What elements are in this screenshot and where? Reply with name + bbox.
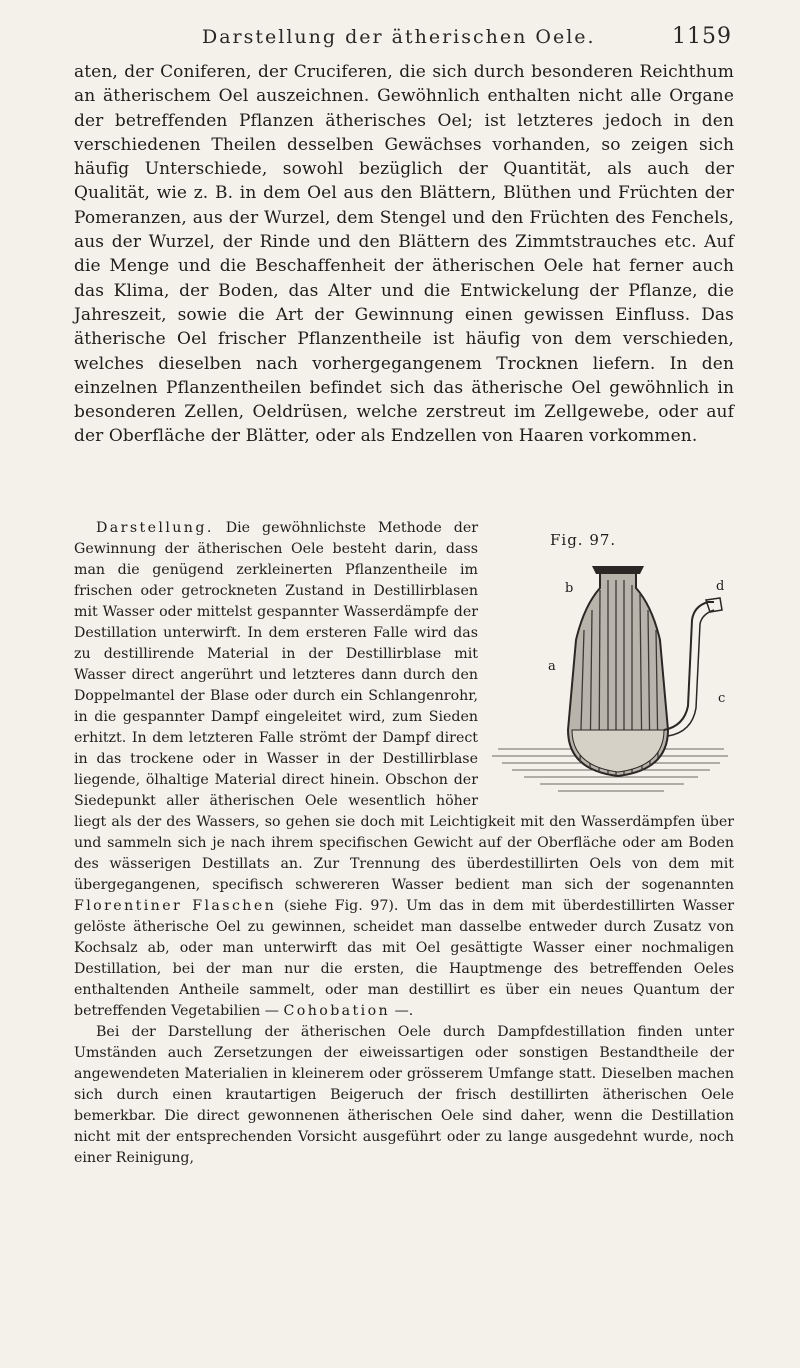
label-c: c [718,691,726,706]
body-paragraph-1: aten, der Coniferen, der Cruciferen, die sich durch besonderen Reichthum an ätherischem Oel auszeichnen. Gewöhnlich enthalten nicht alle Organe der betreffenden Pflanzen ätherisches Oel; ist letzteres jedoch in den verschiedenen Theilen desselben Gewächses vorhanden, so zeigen sich häufig Unterschiede, sowohl bezüglich der Quantität, als auch der Qualität, wie z. B. in dem Oel aus den Blättern, Blüthen und Früchten der Pomeranzen, aus der Wurzel, dem Stengel und den Früchten des Fenchels, aus der Wurzel, der Rinde und den Blättern des Zimmtstrauches etc. Auf die Menge und die Beschaffenheit der ätherischen Oele hat ferner auch das Klima, der Boden, das Alter und die Entwickelung der Pflanze, die Jahreszeit, sowie die Art der Gewinnung einen gewissen Einfluss. Das ätherische Oel frischer Pflanzentheile ist häufig von dem verschieden, welches dieselben nach vorhergegangenem Trocknen liefern. In den einzelnen Pflanzentheilen befindet sich das ätherische Oel gewöhnlich in besonderen Zellen, Oeldrüsen, welche zerstreut im Zellgewebe, oder auf der Oberfläche der Blätter, oder als Endzellen von Haaren vorkommen. [74,62,734,447]
section-text-b: (siehe Fig. 97). Um das in dem mit überdestillirten Wasser gelöste ätherische Oel zu gewinnen, scheidet man dasselbe entweder durch Zusatz von Kochsalz ab, oder man unterwirft das mit Oel gesättigte Wasser einer nochmaligen Destillation, bei der man nur die ersten, die Hauptmenge des betreffenden Oeles enthaltenden Antheile sammelt, oder man destillirt es über ein neues Quantum der betreffenden Vegetabilien — [74,898,734,1019]
section-text-c: —. [394,1003,414,1019]
label-b: b [565,581,574,596]
label-d: d [716,579,725,594]
section-darstellung [74,518,734,1169]
figure-97 [488,530,734,802]
section-heading: Darstellung. [96,520,214,536]
figure-caption: Fig. 97. [550,531,617,549]
running-title: Darstellung der ätherischen Oele. [202,26,596,48]
label-a: a [548,659,556,674]
body-paragraph-3: Bei der Darstellung der ätherischen Oele durch Dampfdestillation finden unter Umständen auch Zersetzungen der eiweissartigen oder sonstigen Bestandtheile der angewendeten Materialien in kleinerem oder grösserem Umfange statt. Dieselben machen sich durch einen krautartigen Beigeruch der frisch destillirten ätherischen Oele bemerkbar. Die direct gewonnenen ätherischen Oele sind daher, wenn die Destillation nicht mit der entsprechenden Vorsicht ausgeführt oder zu lange ausgedehnt wurde, noch einer Reinigung, [74,1024,734,1166]
term-florentiner-flaschen: Florentiner Flaschen [74,898,277,914]
section-text-a: Die gewöhnlichste Methode der Gewinnung der ätherischen Oele besteht darin, dass man die genügend zerkleinerten Pflanzentheile im frischen oder getrockneten Zustand in Destillirblasen mit Wasser oder mittelst gespannter Wasserdämpfe der Destillation unterwirft. In dem ersteren Falle wird das zu destillirende Material in der Destillirblase mit Wasser direct angerührt und letzteres dann durch den Doppelmantel der Blase oder durch ein Schlangenrohr, in die gespannter Dampf eingeleitet wird, zum Sieden erhitzt. In dem letzteren Falle strömt der Dampf direct in das trockene oder in Wasser in der Destillirblase liegende, ölhaltige Material direct hinein. Obschon der Siedepunkt aller ätherischen Oele wesentlich höher liegt als der des Wassers, so gehen sie doch mit Leichtigkeit mit den Wasserdämpfen über und sammeln sich je nach ihrem specifischen Gewicht auf der Oberfläche oder am Boden des wässerigen Destillats an. Zur Trennung des überdestillirten Oels von dem mit übergegangenen, specifisch schwereren Wasser bedient man sich der sogenannten [74,520,734,893]
running-header [72,22,732,54]
term-cohobation: Cohobation [283,1003,391,1019]
page-number: 1159 [672,24,732,49]
florentine-flask-illustration [488,530,734,802]
